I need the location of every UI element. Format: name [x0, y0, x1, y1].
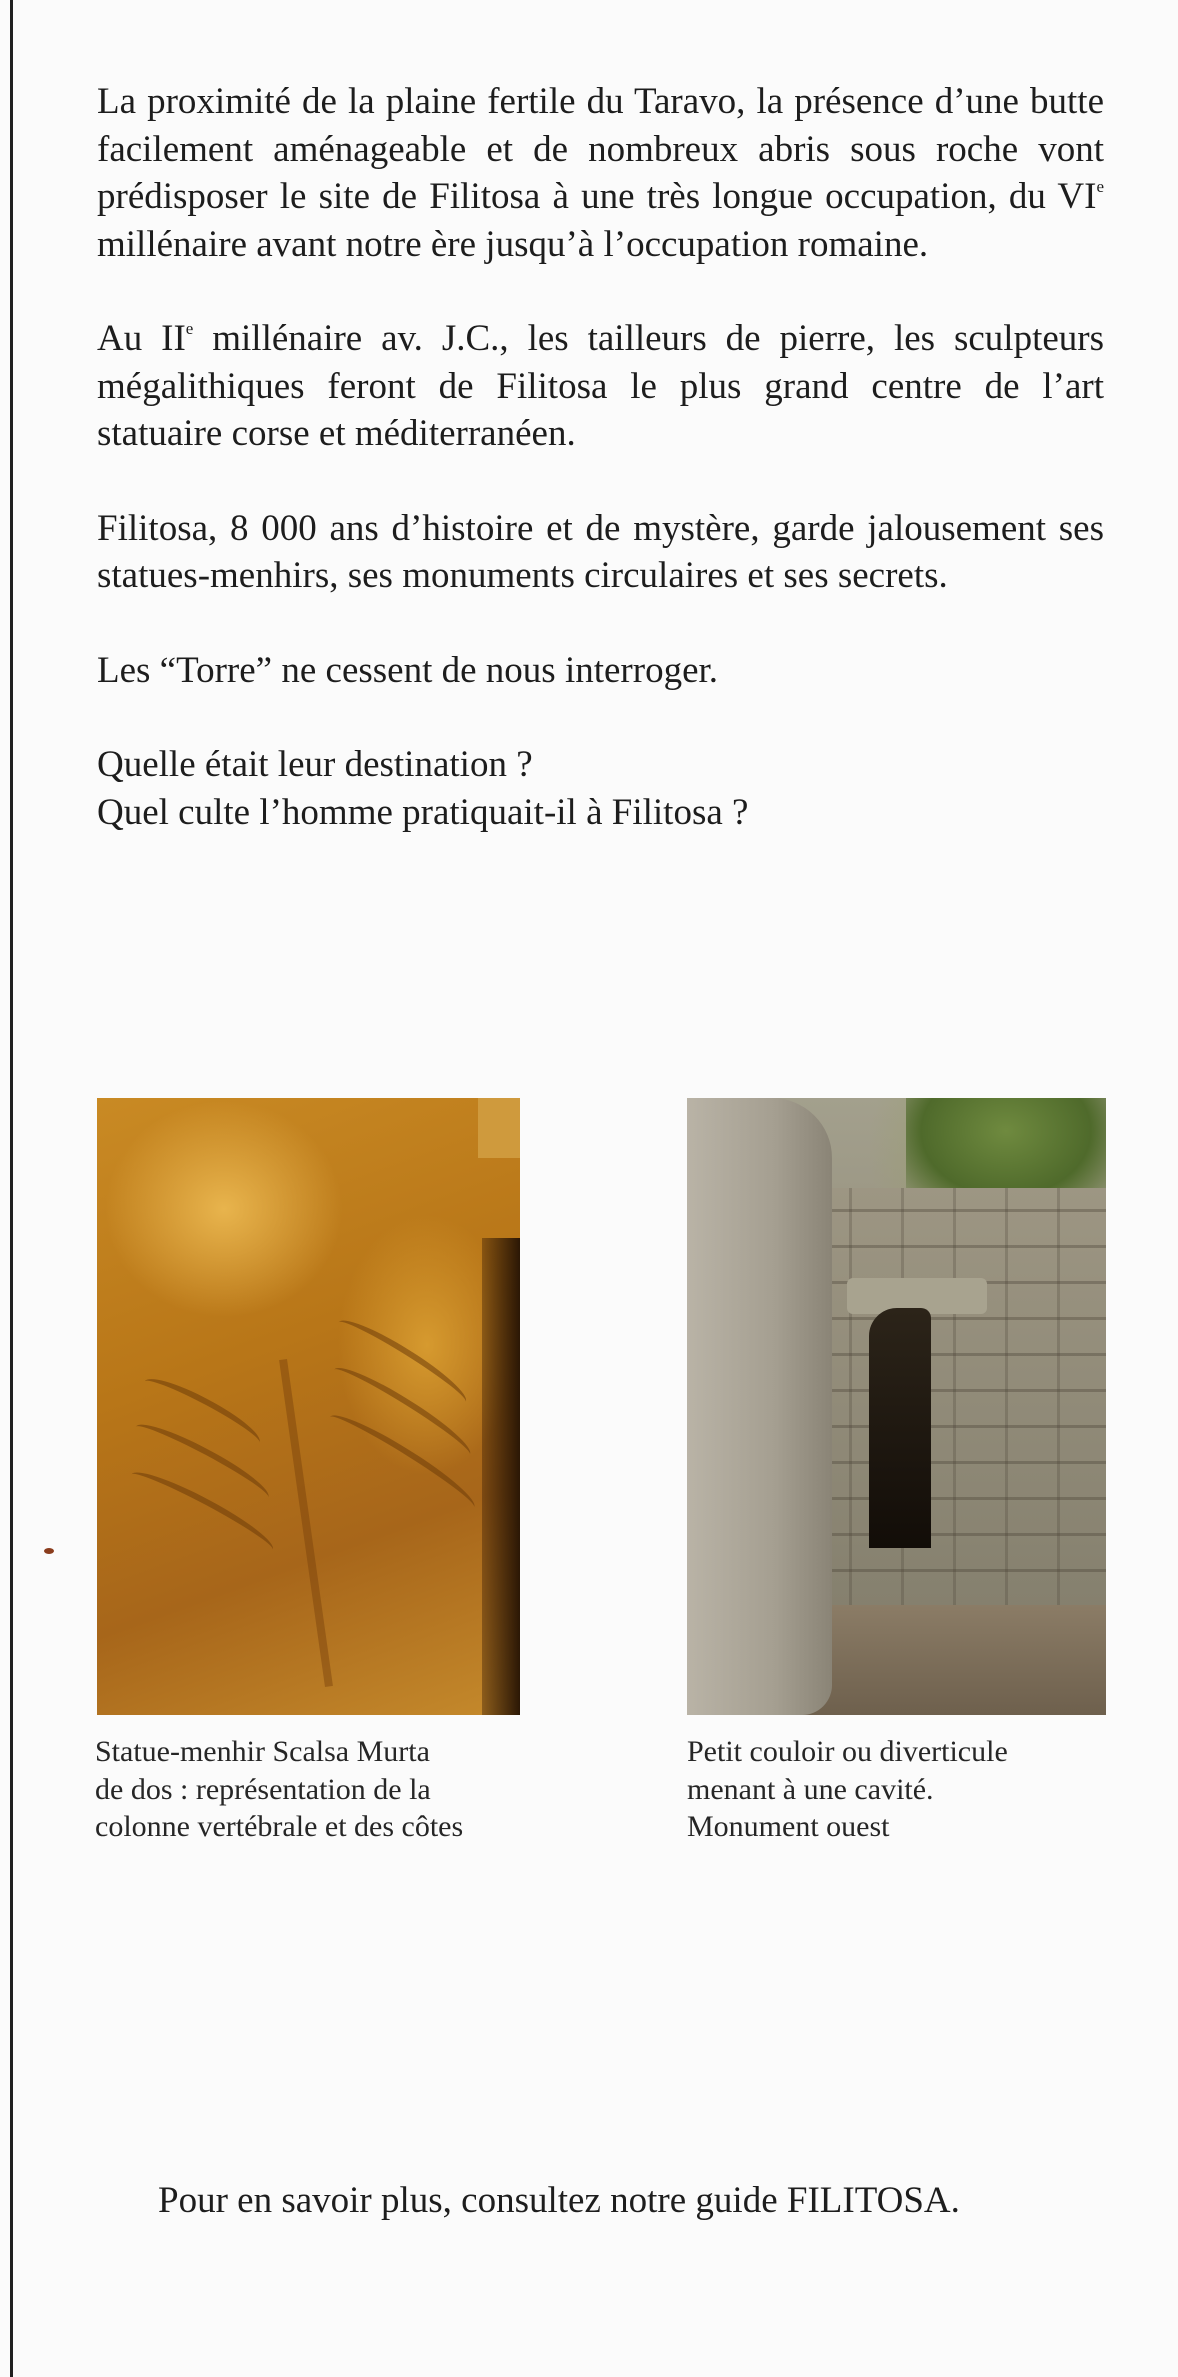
corridor-photo [687, 1098, 1106, 1715]
question-cult: Quel culte l’homme pratiquait-il à Filitosa ? [97, 791, 749, 833]
cavity-entrance [869, 1308, 931, 1548]
statue-caption-line: Statue-menhir Scalsa Murta [95, 1735, 430, 1768]
photo-shadow [482, 1238, 520, 1715]
intro-paragraph-2-end: millénaire av. J.C., les tailleurs de pierre, les sculpteurs mégalithiques feront de Filitosa le plus grand centre de l’art statuaire corse et méditerranéen. [97, 318, 1104, 454]
statue-caption [95, 1733, 535, 1846]
superscript-e: e [185, 319, 194, 338]
page-left-border [10, 0, 13, 2377]
statue-caption-line: de dos : représentation de la [95, 1772, 431, 1806]
intro-text [97, 78, 1104, 883]
intro-paragraph-1-text: La proximité de la plaine fertile du Taravo, la présence d’une butte facilement aménageable et de nombreux abris sous roche vont prédisposer le site de Filitosa à une très longue occupation, du VI [97, 81, 1104, 217]
statue-menhir-photo [97, 1098, 520, 1715]
intro-questions [97, 741, 1104, 836]
intro-paragraph-4: Les “Torre” ne cessent de nous interroger. [97, 649, 719, 691]
stone-wall [797, 1188, 1106, 1608]
print-speck [44, 1548, 54, 1554]
granite-boulder [687, 1098, 832, 1715]
intro-paragraph-1 [97, 78, 1104, 268]
question-destination: Quelle était leur destination ? [97, 744, 533, 785]
corridor-caption-line: menant à une cavité. [687, 1772, 934, 1806]
intro-paragraph-1-end: millénaire avant notre ère jusqu’à l’occupation romaine. [97, 223, 929, 265]
intro-paragraph-2-start: Au II [97, 318, 186, 359]
intro-paragraph-3: Filitosa, 8 000 ans d’histoire et de mystère, garde jalousement ses statues-menhirs, ses monuments circulaires et ses secrets. [97, 507, 1104, 596]
intro-paragraph-2 [97, 315, 1104, 458]
corridor-caption-line: Petit couloir ou diverticule [687, 1735, 1008, 1768]
corridor-caption [687, 1733, 1117, 1846]
carved-spine [279, 1359, 333, 1687]
corridor-caption-line: Monument ouest [687, 1810, 890, 1843]
guide-reference: Pour en savoir plus, consultez notre guide FILITOSA. [158, 2180, 960, 2221]
superscript-e: e [1096, 177, 1104, 196]
photo-background-corner [478, 1098, 520, 1158]
statue-caption-line: colonne vertébrale et des côtes [95, 1810, 464, 1843]
